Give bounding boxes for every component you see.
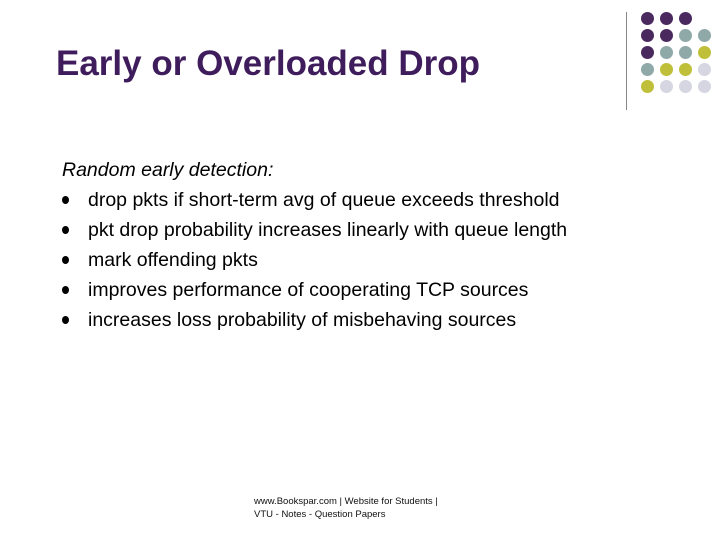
- list-item: [62, 275, 567, 305]
- bullet-list: [62, 185, 567, 335]
- dot: [660, 12, 673, 25]
- dot: [660, 29, 673, 42]
- bullet-icon: [62, 316, 69, 324]
- dot: [641, 12, 654, 25]
- footer: [254, 495, 438, 521]
- decorative-dot-grid: [0, 0, 720, 110]
- dot: [641, 29, 654, 42]
- slide-body: [62, 155, 567, 335]
- bullet-text: improves performance of cooperating TCP sources: [88, 279, 529, 301]
- dot: [660, 63, 673, 76]
- dot: [698, 80, 711, 93]
- intro-text: Random early detection:: [62, 159, 274, 181]
- dot: [698, 29, 711, 42]
- bullet-text: pkt drop probability increases linearly with queue length: [88, 219, 568, 241]
- list-item: [62, 245, 567, 275]
- dot: [679, 29, 692, 42]
- dot: [679, 46, 692, 59]
- footer-line-1: www.Bookspar.com | Website for Students |: [254, 496, 438, 507]
- bullet-icon: [62, 196, 69, 204]
- list-item: [62, 305, 567, 335]
- slide-title: Early or Overloaded Drop: [56, 44, 481, 83]
- dot: [660, 80, 673, 93]
- footer-line-2: VTU - Notes - Question Papers: [254, 509, 386, 520]
- bullet-icon: [62, 256, 69, 264]
- bullet-icon: [62, 226, 69, 234]
- dot: [698, 63, 711, 76]
- dot: [641, 63, 654, 76]
- dot: [679, 63, 692, 76]
- bullet-text: increases loss probability of misbehaving sources: [88, 309, 517, 331]
- bullet-icon: [62, 286, 69, 294]
- dot: [679, 80, 692, 93]
- list-item: [62, 215, 567, 245]
- bullet-text: mark offending pkts: [88, 249, 258, 271]
- list-item: [62, 185, 567, 215]
- dot: [641, 46, 654, 59]
- bullet-text: drop pkts if short-term avg of queue exceeds threshold: [88, 189, 560, 211]
- dot: [660, 46, 673, 59]
- dot: [679, 12, 692, 25]
- dot: [641, 80, 654, 93]
- dot: [698, 46, 711, 59]
